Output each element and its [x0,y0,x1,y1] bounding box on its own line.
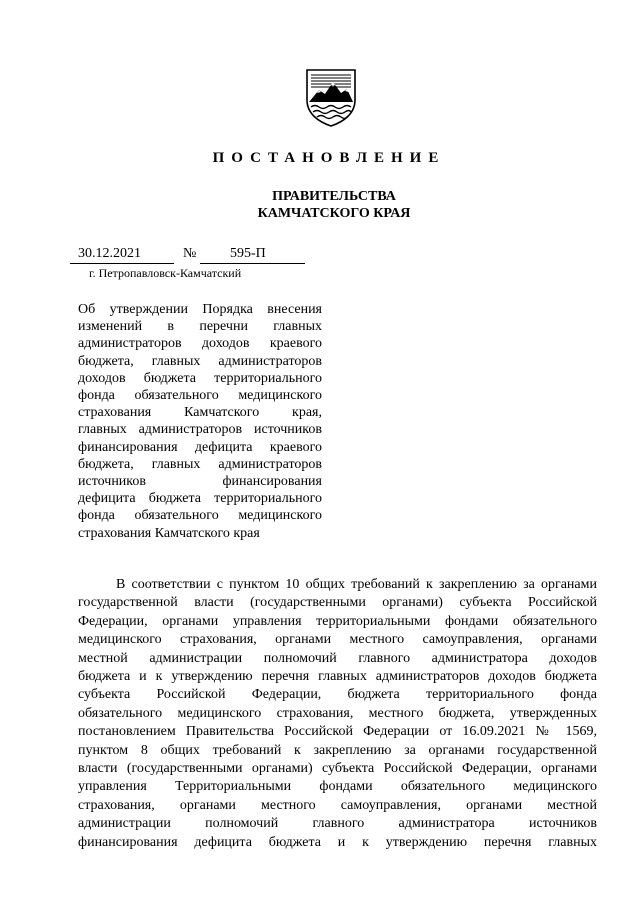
number-sign: № [183,246,197,261]
body-line: медицинского страхования, органами местного самоуправления, органами [78,632,597,648]
body-line: страхования, органами местного самоуправления, органами местной [78,797,597,813]
body-line: постановлением Правительства Российской Федерации от 16.09.2021 № 1569, [78,724,597,740]
body-line: бюджета и к утверждению перечня главных администраторов доходов бюджета [78,669,597,685]
subject-line: финансирования дефицита краевого [78,439,322,455]
subject-line: изменений в перечни главных [78,319,322,335]
subject-line: бюджета, главных администраторов [78,353,322,369]
kamchatka-coat-of-arms-icon [303,66,359,128]
body-line: управления Территориальными фондами обязательного медицинского [78,779,597,795]
subject-line: дефицита бюджета территориального [78,491,322,507]
subject-line: страхования Камчатского края [78,525,260,541]
body-line: государственной власти (государственными органами) субъекта Российской [78,595,597,611]
issuer-line-1: ПРАВИТЕЛЬСТВА [272,189,396,204]
issuer-line-2: КАМЧАТСКОГО КРАЯ [257,206,411,221]
issuer-block [0,188,640,222]
body-line: обязательного медицинского страхования, местного бюджета, утвержденных [78,705,597,721]
body-line: местной администрации полномочий главного администратора доходов [78,650,597,666]
body-line: субъекта Российской Федерации, бюджета территориального фонда [78,687,597,703]
subject-line: фонда обязательного медицинского [78,508,322,524]
subject-line: Об утверждении Порядка внесения [78,302,322,317]
document-number: 595-П [230,246,266,261]
subject-line: источников финансирования [78,474,322,490]
city-label: г. Петропавловск-Камчатский [89,266,242,280]
subject-line: страхования Камчатского края, [78,405,322,421]
document-body [78,576,597,852]
subject-line: администраторов доходов краевого [78,336,322,352]
subject-line: фонда обязательного медицинского [78,388,322,404]
document-date: 30.12.2021 [78,246,141,261]
body-line: финансирования дефицита бюджета и к утверждению перечня главных [78,834,597,850]
document-subject [78,301,322,542]
body-line: Федерации, органами управления территориальными фондами обязательного [78,613,597,629]
number-underline [200,263,305,264]
subject-line: главных администраторов источников [78,422,322,438]
document-type-title: ПОСТАНОВЛЕНИЕ [212,150,446,166]
body-line: пунктом 8 общих требований к закреплению за органами государственной [78,742,597,758]
date-underline [70,263,174,264]
subject-line: бюджета, главных администраторов [78,456,322,472]
body-line: администрации полномочий главного администратора источников [78,816,597,832]
subject-line: доходов бюджета территориального [78,370,322,386]
body-line: власти (государственными органами) субъекта Российской Федерации, органами [78,761,597,777]
body-line: В соответствии с пунктом 10 общих требований к закреплению за органами [116,577,597,592]
